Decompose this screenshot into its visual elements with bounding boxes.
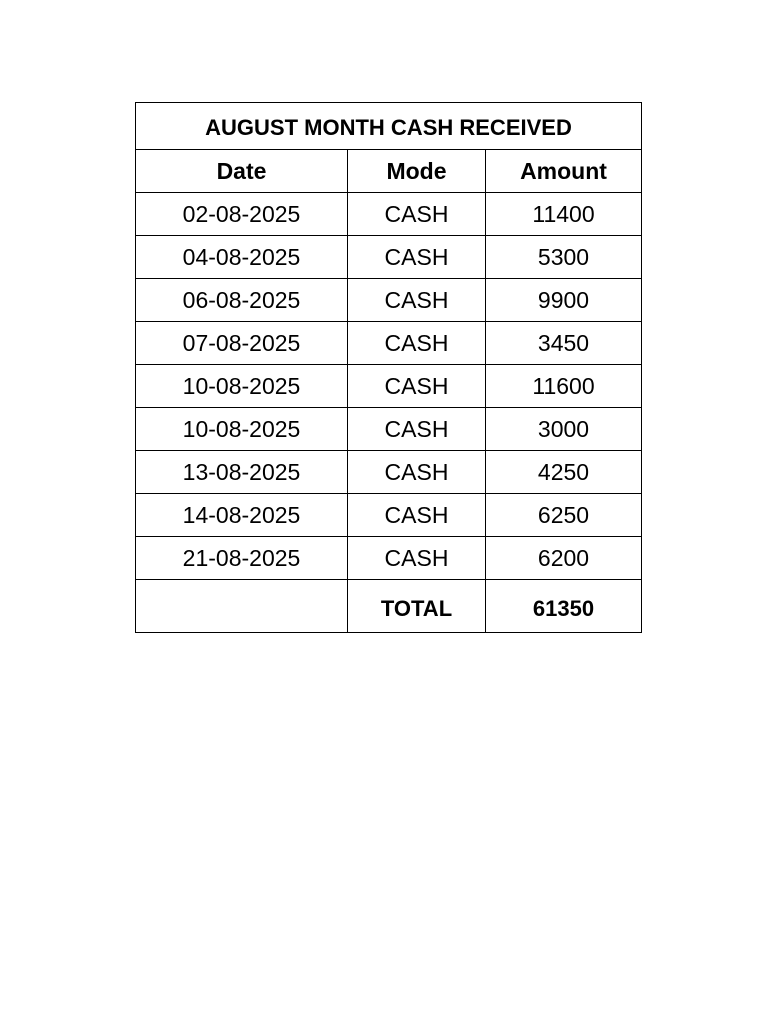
- cell-date: 02-08-2025: [136, 193, 348, 236]
- cell-amount: 6200: [486, 537, 642, 580]
- cell-mode: CASH: [348, 322, 486, 365]
- table-title: AUGUST MONTH CASH RECEIVED: [136, 103, 642, 150]
- header-mode: Mode: [348, 150, 486, 193]
- cell-mode: CASH: [348, 408, 486, 451]
- table-row: [136, 451, 642, 494]
- cell-date: 10-08-2025: [136, 365, 348, 408]
- cell-amount: 5300: [486, 236, 642, 279]
- table-row: [136, 408, 642, 451]
- table-row: [136, 365, 642, 408]
- cell-amount: 3000: [486, 408, 642, 451]
- table-row: [136, 236, 642, 279]
- cell-mode: CASH: [348, 494, 486, 537]
- cash-received-table: [135, 102, 642, 633]
- header-amount: Amount: [486, 150, 642, 193]
- table-row: [136, 537, 642, 580]
- cell-mode: CASH: [348, 193, 486, 236]
- total-empty-cell: [136, 580, 348, 633]
- cell-amount: 6250: [486, 494, 642, 537]
- cell-mode: CASH: [348, 365, 486, 408]
- table-row: [136, 494, 642, 537]
- cell-mode: CASH: [348, 451, 486, 494]
- cell-date: 04-08-2025: [136, 236, 348, 279]
- total-row: [136, 580, 642, 633]
- total-value: 61350: [486, 580, 642, 633]
- cell-mode: CASH: [348, 236, 486, 279]
- title-row: [136, 103, 642, 150]
- cell-mode: CASH: [348, 279, 486, 322]
- table-row: [136, 279, 642, 322]
- cell-date: 21-08-2025: [136, 537, 348, 580]
- cell-date: 06-08-2025: [136, 279, 348, 322]
- table-row: [136, 193, 642, 236]
- cell-date: 10-08-2025: [136, 408, 348, 451]
- table-row: [136, 322, 642, 365]
- cell-amount: 3450: [486, 322, 642, 365]
- cell-amount: 11400: [486, 193, 642, 236]
- header-row: [136, 150, 642, 193]
- cell-date: 07-08-2025: [136, 322, 348, 365]
- cell-amount: 4250: [486, 451, 642, 494]
- cell-amount: 11600: [486, 365, 642, 408]
- cell-date: 14-08-2025: [136, 494, 348, 537]
- cell-date: 13-08-2025: [136, 451, 348, 494]
- total-label: TOTAL: [348, 580, 486, 633]
- cell-mode: CASH: [348, 537, 486, 580]
- cell-amount: 9900: [486, 279, 642, 322]
- header-date: Date: [136, 150, 348, 193]
